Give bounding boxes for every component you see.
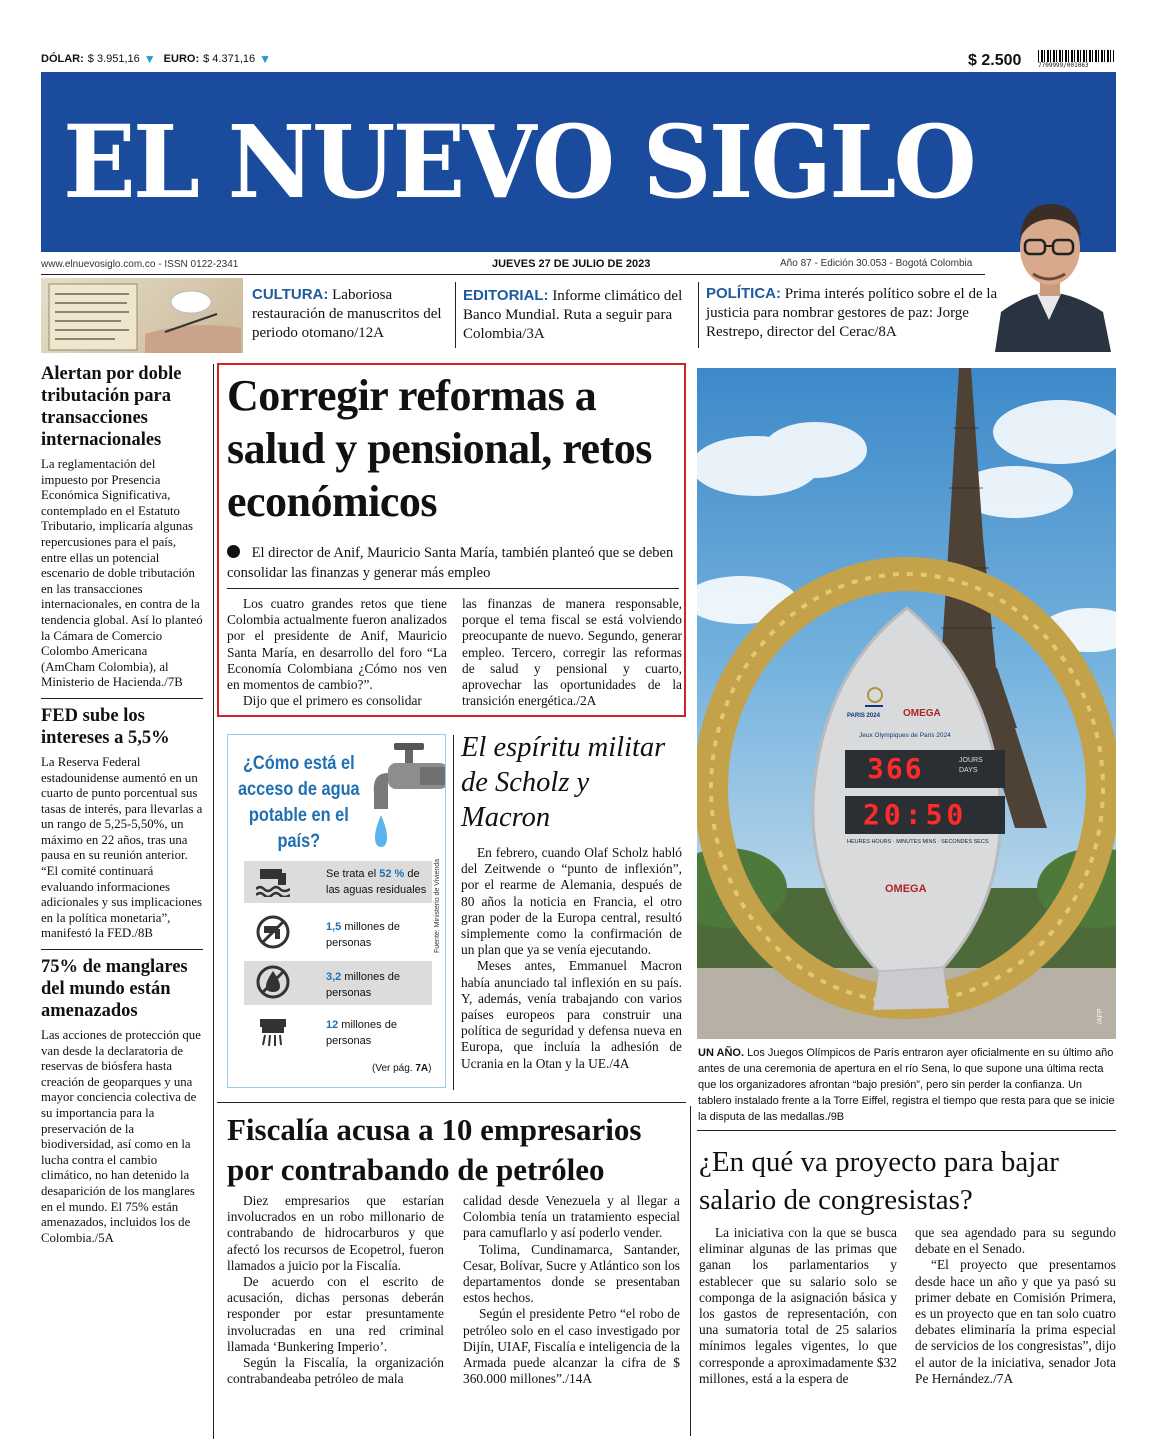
water-row-2-num: 1,5 — [326, 921, 342, 933]
mid-column-rule — [453, 735, 454, 1090]
article-fiscalia[interactable] — [227, 1110, 682, 1190]
water-row-3-num: 3,2 — [326, 971, 342, 983]
edition-info: Año 87 - Edición 30.053 - Bogotá Colombia — [780, 258, 973, 269]
water-row-1-text — [326, 866, 430, 898]
teaser-politica-text: Prima interés político sobre el de la justicia para nombrar gestores de paz: Jorge Restrepo, director del Cerac/8A — [706, 286, 998, 340]
scholz-p2: Meses antes, Emmanuel Macron había anunciado tal inflexión en su país. Y, además, venía trabajando con varios países europeos para construir una política de seguridad y defensa nueva en Europa, que incluía la adhesión de Ucrania en la Otan y la UE./4A — [461, 958, 682, 1071]
price: $ 2.500 — [968, 52, 1022, 69]
water-row — [244, 1009, 432, 1055]
issue-date: JUEVES 27 DE JULIO DE 2023 — [492, 258, 651, 270]
fed-body: La Reserva Federal estadounidense aumentó en un cuarto de punto porcentual sus tasas de interés, para llevarlas a un rango de 5,25-5,50%, un máximo en 22 años, tras una pausa en su reunión anterior. “El comité continuará evaluando informaciones adicionales y sus implicaciones en la política monetaria”, manifestó la FED./8B — [41, 754, 203, 941]
teaser-editorial-text: Informe climático del Banco Mundial. Ruta a seguir para Colombia/3A — [463, 288, 683, 342]
time-units: HEURES HOURS · MINUTES MINS · SECONDES SECS — [847, 839, 989, 845]
teaser-editorial-section: EDITORIAL: — [463, 287, 549, 304]
salario-c2-p2: “El proyecto que presentamos desde hace un año y que ya pasó su primer debate en Comisión Primera, es un proyecto que en tan solo cuatro debates eliminaría la prima especial de servicios de los congresistas”, dijo el autor de la iniciativa, senador Jota Pe Hernández./7A — [915, 1257, 1116, 1386]
wastewater-icon — [256, 867, 290, 897]
fiscalia-col-2 — [463, 1193, 680, 1387]
barcode-bars — [1038, 50, 1114, 62]
euro-value: $ 4.371,16 — [203, 53, 256, 65]
down-arrow-icon: ▼ — [259, 52, 272, 66]
article-alertan[interactable] — [41, 363, 203, 691]
water-row-2-post: millones de personas — [326, 921, 400, 949]
water-ref-page: 7A — [415, 1063, 429, 1074]
water-ref-pre: (Ver pág. — [372, 1063, 416, 1074]
lead-col-1 — [227, 596, 447, 709]
paris-2024-mark: PARIS 2024 — [847, 713, 880, 719]
dolar-value: $ 3.951,16 — [87, 53, 140, 65]
left-divider — [41, 698, 203, 699]
salario-c2-p1: que sea agendado para su segundo debate en el Senado. — [915, 1225, 1116, 1257]
water-ref-post: ) — [428, 1063, 432, 1074]
panel-title: Jeux Olympiques de Paris 2024 — [859, 732, 951, 739]
teaser-divider — [455, 282, 456, 348]
article-fed[interactable] — [41, 705, 203, 942]
olympic-countdown-graphic — [697, 368, 1116, 1039]
teaser-cultura-section: CULTURA: — [252, 286, 329, 303]
water-infographic[interactable] — [227, 734, 446, 1088]
no-water-icon — [256, 915, 290, 949]
fiscalia-c1-p1: Diez empresarios que estarían involucrados en un robo millonario de contrabando de hidrocarburos y que afectó los recursos de Ecopetrol, fueron llamados a juicio por la Fiscalía. — [227, 1193, 444, 1273]
water-source: Fuente: Ministerio de Vivienda — [434, 858, 441, 953]
scholz-headline: El espíritu militar de Scholz y Macron — [461, 732, 666, 833]
manglares-body: Las acciones de protección que van desde la declaratoria de reservas de biósfera hasta creación de geoparques y una mayor conciencia colectiva de su importancia para la preservación de la biodiversidad, así como en la lucha contra el cambio climático, no han detenido la desaparición de los manglares en el mundo. El 75% están amenazados, incluidos los de Colombia./5A — [41, 1028, 201, 1245]
teaser-editorial[interactable] — [463, 286, 693, 344]
water-row-1-pre: Se trata el — [326, 868, 380, 880]
masthead-banner — [41, 72, 1116, 252]
countdown-photo[interactable] — [697, 368, 1116, 1039]
water-row — [244, 961, 432, 1005]
fiscalia-top-rule — [217, 1102, 686, 1103]
water-row-3-post: millones de personas — [326, 971, 400, 999]
lead-col-1-p1: Los cuatro grandes retos que tiene Colombia actualmente fueron analizados por el presidente de Anif, Mauricio Santa María, en desarrollo del foro “La Economía Colombiana ¿Cómo nos ven en momentos de cambio?”. — [227, 596, 447, 693]
faucet-icon — [368, 741, 446, 866]
left-column-rule — [213, 364, 214, 1439]
article-salario[interactable] — [699, 1143, 1119, 1219]
caption-label: UN AÑO. — [698, 1047, 745, 1059]
newspaper-title[interactable]: EL NUEVO SIGLO — [63, 103, 974, 221]
website-issn[interactable]: www.elnuevosiglo.com.co - ISSN 0122-2341 — [41, 259, 239, 270]
left-column — [41, 363, 203, 1246]
manuscript-photo — [41, 278, 243, 353]
fiscalia-c1-p3: Según la Fiscalía, la organización contrabandeaba petróleo de mala — [227, 1355, 444, 1387]
water-row — [244, 861, 432, 903]
fiscalia-headline: Fiscalía acusa a 10 empresarios por contrabando de petróleo — [227, 1112, 642, 1187]
dolar-label: DÓLAR: — [41, 53, 84, 65]
fiscalia-c1-p2: De acuerdo con el escrito de acusación, dichas personas deberán responder por estar presuntamente involucradas en una red criminal llamada ‘Bunkering Imperio’. — [227, 1274, 444, 1354]
water-row-4-text — [326, 1017, 430, 1049]
lead-col-2-p1: las finanzas de manera responsable, porque el tema fiscal se está volviendo preocupante de nuevo. Segundo, generar empleo. Tercero, corregir las reformas de salud y pensional y cuarto, aprovechar las oportunidades de la transición energética./2A — [462, 596, 682, 709]
euro-label: EURO: — [163, 53, 200, 65]
countdown-time: 20:50 — [863, 798, 968, 831]
fiscalia-col-1 — [227, 1193, 444, 1387]
water-row-2-text — [326, 919, 430, 951]
article-scholz[interactable] — [461, 730, 683, 1072]
salario-headline: ¿En qué va proyecto para bajar salario de congresistas? — [699, 1146, 1059, 1216]
photo-credit: /AFP — [1097, 1008, 1104, 1024]
countdown-days: 366 — [867, 752, 924, 785]
lead-headline: Corregir reformas a salud y pensional, retos económicos — [227, 371, 652, 526]
lead-col-2 — [462, 596, 682, 709]
water-row-1-post: de las aguas residuales — [326, 868, 427, 896]
no-drop-icon — [256, 965, 290, 999]
lead-deck — [227, 543, 679, 583]
days-label: JOURS DAYS — [959, 757, 983, 774]
salario-top-rule — [697, 1130, 1116, 1131]
manuscript-graphic — [41, 278, 243, 353]
fiscalia-c2-p1: calidad desde Venezuela y al llegar a Colombia tenía un tratamiento especial para camuflarlo y así poderlo vender. — [463, 1193, 680, 1241]
water-page-ref[interactable] — [372, 1063, 432, 1074]
photo-caption — [698, 1045, 1116, 1125]
lead-col-1-p2: Dijo que el primero es consolidar — [243, 693, 422, 709]
lead-deck-rule — [227, 588, 679, 589]
teaser-top-rule — [41, 274, 985, 275]
salario-col-1 — [699, 1225, 897, 1387]
salario-col-2 — [915, 1225, 1116, 1387]
caption-text: Los Juegos Olímpicos de París entraron ayer oficialmente en su último año antes de una ceremonia de apertura en el río Sena, lo que supone una última recta que los organizadores afrontan “bajo presión”, pero sin perder la confianza. Un tablero instalado frente a la Torre Eiffel, registra el tiempo que resta para que se inicie la disputa de las medallas./9B — [698, 1047, 1115, 1123]
salario-c1: La iniciativa con la que se busca eliminar algunas de las primas que ganan los parlamentarios y establecer que su salario solo se componga de la asignación básica y los gastos de representación, con una sumatoria total de 25 salarios mínimos legales vigentes, lo que corresponde a aproximadamente $32 millones, está a la espera de — [699, 1225, 897, 1386]
lead-deck-text: El director de Anif, Mauricio Santa María, también planteó que se deben consolidar las finanzas y generar más empleo — [227, 545, 674, 581]
barcode-number: 7709999/001063 — [1038, 62, 1089, 69]
water-row — [244, 909, 432, 957]
article-manglares[interactable] — [41, 956, 203, 1246]
water-row-3-text — [326, 969, 430, 1001]
omega-brand-top: OMEGA — [903, 708, 941, 719]
teaser-cultura[interactable] — [252, 285, 452, 343]
water-row-1-num: 52 % — [379, 868, 405, 880]
water-row-4-post: millones de personas — [326, 1019, 397, 1047]
barcode — [1038, 50, 1114, 70]
teaser-politica[interactable] — [706, 284, 1028, 342]
fiscalia-c2-p3: Según el presidente Petro “el robo de petróleo solo en el caso investigado por Dijín, UIAF, Fiscalía e inteligencia de la Armada puede alcanzar la cifra de $ 360.000 millones”./14A — [463, 1306, 680, 1387]
teaser-divider — [698, 282, 699, 348]
manglares-headline: 75% de manglares del mundo están amenazados — [41, 957, 188, 1022]
scholz-p1: En febrero, cuando Olaf Scholz habló del Zeitwende o “punto de inflexión”, por el rearme de Alemania, después de 80 años la noticia en Francia, el otro gran poder de la Europa central, resultó simplemente como la confirmación de un plan que ya se venía ejecutando. — [461, 845, 682, 958]
currency-bar — [41, 52, 271, 66]
fiscalia-c2-p2: Tolima, Cundinamarca, Santander, Cesar, Bolívar, Sucre y Atlántico son los departamentos donde se presentaban estos hechos. — [463, 1241, 680, 1306]
left-divider — [41, 949, 203, 950]
omega-brand-bottom: OMEGA — [885, 883, 927, 895]
water-title: ¿Cómo está el acceso de agua potable en el país? — [237, 753, 360, 852]
fiscalia-right-rule — [690, 1106, 691, 1436]
scholz-body — [461, 845, 682, 1072]
bullet-icon — [227, 545, 240, 558]
shower-icon — [256, 1015, 290, 1049]
alertan-headline: Alertan por doble tributación para transacciones internacionales — [41, 364, 182, 450]
alertan-body: La reglamentación del impuesto por Presencia Económica Significativa, contemplado en el Estatuto Tributario, implicaría algunas repercusiones para el país, entre ellas un potencial escenario de doble tributación en las transacciones internacionales, en contra de la tendencia global. Así lo planteó la Cámara de Comercio Colombo Americana (AmCham Colombia), al Ministerio de Hacienda./7B — [41, 457, 203, 690]
lead-story-box[interactable] — [217, 363, 686, 717]
down-arrow-icon: ▼ — [143, 52, 156, 66]
teaser-politica-section: POLÍTICA: — [706, 285, 781, 302]
water-row-4-num: 12 — [326, 1019, 339, 1031]
fed-headline: FED sube los intereses a 5,5% — [41, 705, 170, 748]
teaser-cultura-text: Laboriosa restauración de manuscritos del periodo otomano/12A — [252, 287, 442, 341]
